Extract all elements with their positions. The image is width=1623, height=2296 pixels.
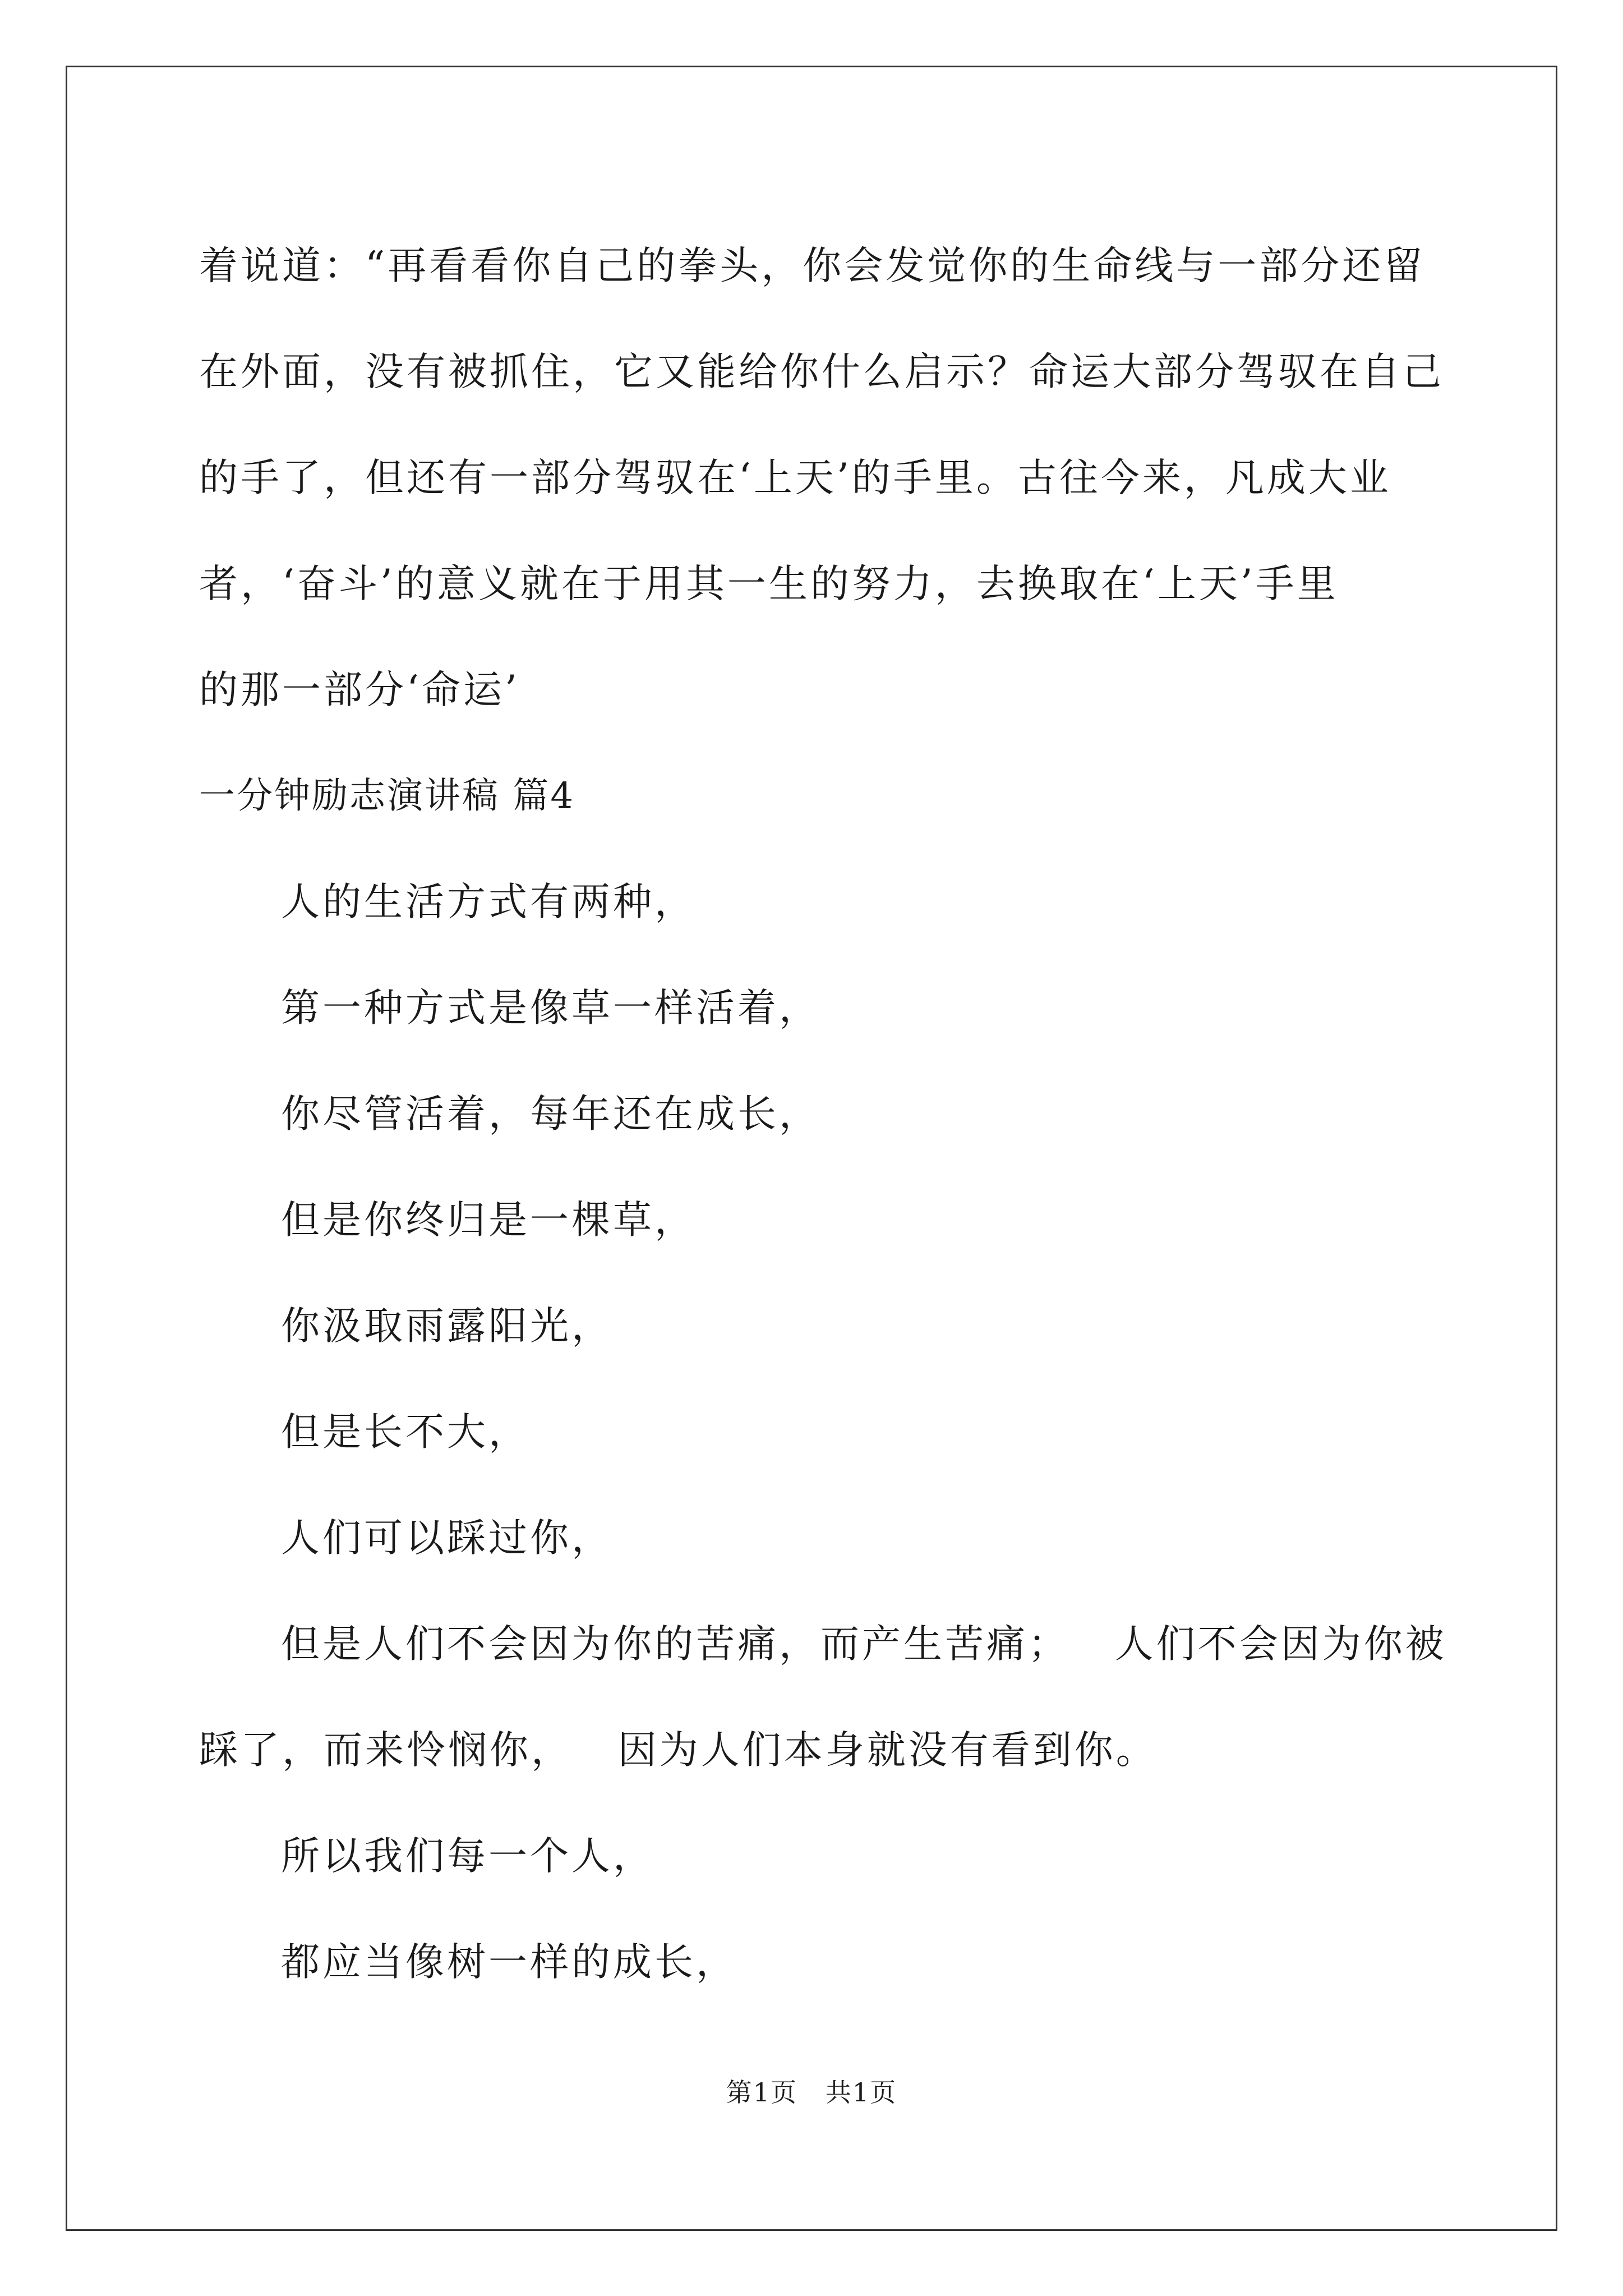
text-line: 但是长不大， [281,1410,530,1455]
text-line: 都应当像树一样的成长， [281,1940,737,1985]
text-line: 人的生活方式有两种， [281,880,696,924]
text-line: 但是你终归是一棵草， [281,1198,696,1243]
text-line: 你尽管活着，每年还在成长， [281,1092,820,1137]
paragraph-line: 者，‘奋斗’的意义就在于用其一生的努力，去换取在‘上天’手里 [199,562,1339,606]
paragraph-line: 的那一部分‘命运’ [199,668,520,712]
paragraph-line: 着说道：“再看看你自己的拳头，你会发觉你的生命线与一部分还留 [199,243,1426,288]
text-line: 所以我们每一个人， [281,1834,654,1879]
document-body [199,213,1447,2016]
page-footer: 第1页 共1页 [726,2077,897,2108]
text-line: 你汲取雨露阳光， [281,1304,613,1349]
paragraph-line: 在外面，没有被抓住，它又能给你什么启示？命运大部分驾驭在自己 [199,349,1444,394]
paragraph-line: 但是人们不会因为你的苦痛，而产生苦痛； 人们不会因为你被 [281,1622,1447,1667]
text-line: 人们可以踩过你， [281,1516,613,1561]
text-line: 第一种方式是像草一样活着， [281,986,820,1030]
section-heading: 一分钟励志演讲稿 篇4 [199,775,575,817]
paragraph-line: 踩了，而来怜悯你， 因为人们本身就没有看到你。 [199,1728,1158,1773]
paragraph-line: 的手了，但还有一部分驾驭在‘上天’的手里。古往今来，凡成大业 [199,455,1391,500]
